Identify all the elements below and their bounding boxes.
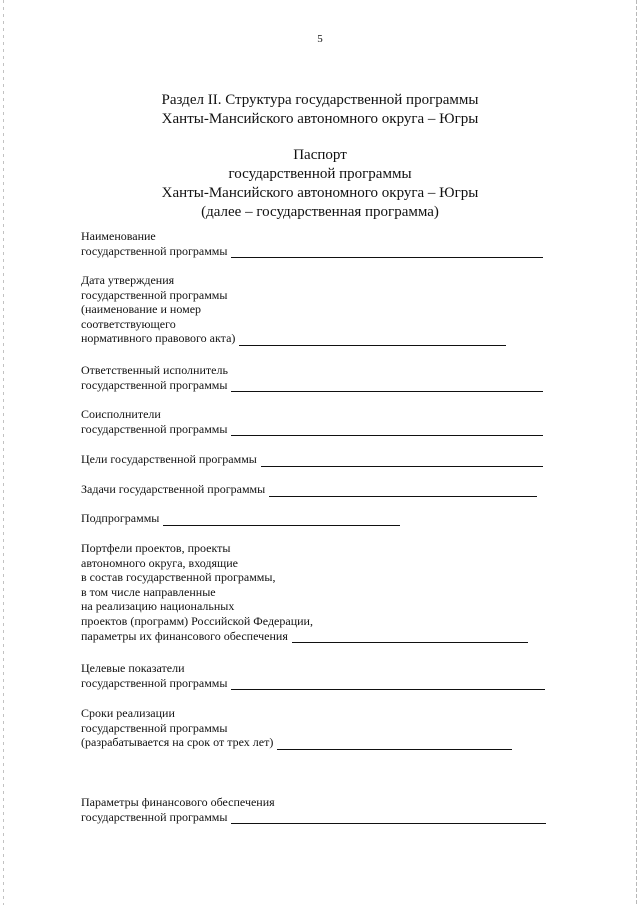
field-responsible-executor	[81, 363, 543, 392]
scan-edge-right	[636, 0, 637, 905]
field-financing-parameters	[81, 795, 546, 824]
tasks-blank-field[interactable]	[269, 485, 537, 497]
field-label-line: Дата утверждения	[81, 273, 175, 287]
name-blank-field[interactable]	[231, 246, 543, 258]
field-approval-date	[81, 273, 506, 346]
field-label-line: Наименование	[81, 229, 156, 243]
field-last-line	[81, 676, 545, 691]
field-label-line: (разрабатывается на срок от трех лет)	[81, 735, 274, 750]
field-label-line: государственной программы	[81, 421, 228, 436]
field-last-line	[81, 810, 546, 825]
field-last-line	[81, 511, 400, 526]
passport-heading	[0, 146, 640, 222]
field-last-line	[81, 735, 512, 750]
field-label-line: Целевые показатели	[81, 661, 185, 675]
field-label-line: государственной программы	[81, 243, 228, 258]
page-number: 5	[317, 33, 323, 45]
field-last-line	[81, 629, 528, 644]
field-label-line: государственной программы	[81, 377, 228, 392]
passport-heading-line: Ханты-Мансийского автономного округа – Югры	[161, 185, 479, 201]
scan-edge-left	[3, 0, 4, 905]
field-co-executors	[81, 407, 543, 436]
passport-heading-line: Паспорт	[293, 147, 347, 163]
field-label-line: (наименование и номер	[81, 302, 202, 317]
field-label-line: проектов (программ) Российской Федерации,	[81, 613, 313, 628]
field-goals	[81, 452, 543, 467]
section-heading-line: Ханты-Мансийского автономного округа – Югры	[161, 111, 479, 127]
field-last-line	[81, 331, 506, 346]
responsible-executor-blank-field[interactable]	[231, 380, 543, 392]
field-label-line: автономного округа, входящие	[81, 555, 239, 570]
field-project-portfolios	[81, 541, 528, 643]
field-label-line: на реализацию национальных	[81, 599, 235, 614]
field-label-line: параметры их финансового обеспечения	[81, 628, 288, 643]
approval-date-blank-field[interactable]	[239, 334, 506, 346]
implementation-period-blank-field[interactable]	[277, 738, 512, 750]
field-label-line: Соисполнители	[81, 407, 161, 421]
field-target-indicators	[81, 661, 545, 690]
project-portfolios-blank-field[interactable]	[292, 631, 528, 643]
passport-heading-line: государственной программы	[228, 166, 412, 182]
section-heading-line: Раздел II. Структура государственной программы	[161, 92, 479, 108]
co-executors-blank-field[interactable]	[231, 424, 543, 436]
goals-blank-field[interactable]	[261, 455, 543, 467]
field-label-line: в том числе направленные	[81, 584, 216, 599]
field-last-line	[81, 482, 537, 497]
field-implementation-period	[81, 706, 512, 750]
field-label-line: нормативного правового акта)	[81, 331, 236, 346]
field-last-line	[81, 378, 543, 393]
field-label-line: государственной программы	[81, 287, 228, 302]
field-tasks	[81, 482, 537, 497]
field-subprograms	[81, 511, 400, 526]
field-label-line: Цели государственной программы	[81, 452, 257, 466]
field-label-line: Ответственный исполнитель	[81, 363, 228, 377]
field-label-line: в состав государственной программы,	[81, 570, 276, 585]
field-last-line	[81, 244, 543, 259]
subprograms-blank-field[interactable]	[163, 514, 400, 526]
field-label-line: соответствующего	[81, 316, 176, 331]
field-label-line: Подпрограммы	[81, 511, 160, 525]
field-last-line	[81, 452, 543, 467]
target-indicators-blank-field[interactable]	[231, 678, 545, 690]
passport-heading-line: (далее – государственная программа)	[201, 204, 439, 220]
field-label-line: Задачи государственной программы	[81, 482, 266, 496]
field-label-line: государственной программы	[81, 720, 228, 735]
field-label-line: Сроки реализации	[81, 706, 175, 720]
field-last-line	[81, 422, 543, 437]
field-label-line: Параметры финансового обеспечения	[81, 795, 275, 809]
field-name	[81, 229, 543, 258]
field-label-line: государственной программы	[81, 809, 228, 824]
section-heading	[0, 91, 640, 129]
financing-parameters-blank-field[interactable]	[231, 812, 546, 824]
field-label-line: Портфели проектов, проекты	[81, 541, 231, 555]
field-label-line: государственной программы	[81, 675, 228, 690]
